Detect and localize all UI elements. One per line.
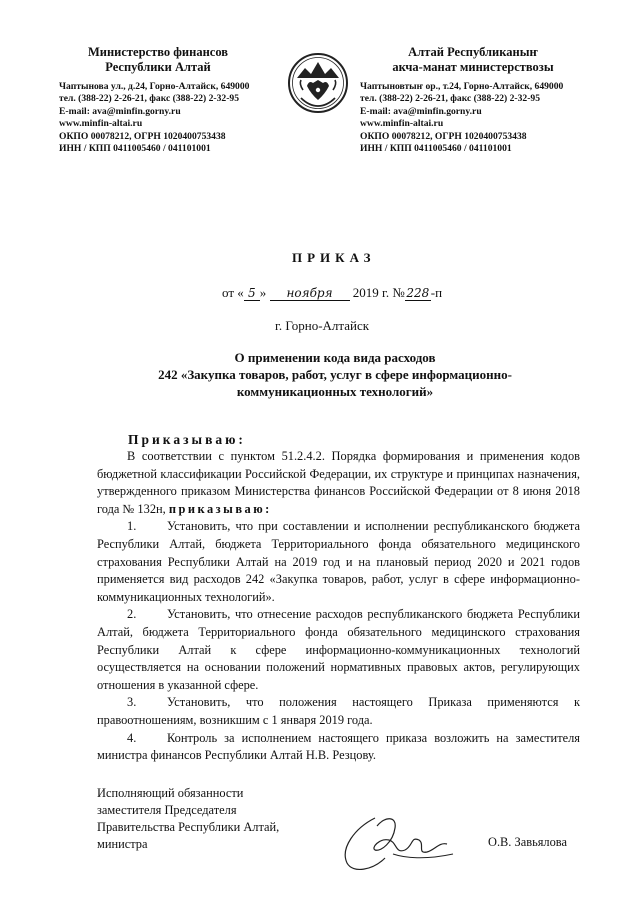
inn-ru: ИНН / КПП 0411005460 / 041101001 — [59, 143, 211, 155]
date-prefix: от « — [222, 285, 244, 300]
subject-line3: коммуникационных технологий» — [236, 384, 434, 399]
order-number-suffix: -п — [430, 285, 443, 300]
date-mid: » — [259, 285, 267, 300]
list-item — [97, 606, 580, 694]
item-text: Установить, что при составлении и исполнении республиканского бюджета Республики Алтай, бюджета Территориального фонда обязательного медицинского страхования Республики Алтай на 2019 год и на плановый период 2020 и 2021 годов применяется вид расходов 242 «Закупка товаров, работ, услуг в сфере информационно-коммуникационных технологий». — [97, 519, 580, 604]
contact-block-alt — [360, 81, 630, 155]
website-ru: www.minfin-altai.ru — [59, 118, 143, 130]
order-year: 2019 г. № — [352, 285, 405, 300]
lead-heading: Приказываю: — [128, 432, 246, 447]
email-ru: E-mail: ava@minfin.gorny.ru — [59, 105, 181, 117]
ministry-name-ru-line2: Республики Алтай — [105, 60, 211, 74]
order-month: ноября — [270, 286, 350, 301]
signature-icon — [335, 808, 465, 878]
website-alt: www.minfin-altai.ru — [360, 118, 444, 130]
signatory-position — [97, 785, 279, 853]
ministry-name-alt-line2: акча-манат министерствозы — [392, 60, 554, 74]
intro-emph: приказываю: — [168, 501, 272, 516]
subject-line2: 242 «Закупка товаров, работ, услуг в сфере информационно- — [158, 367, 512, 382]
signatory-line2: заместителя Председателя — [97, 803, 237, 817]
signatory-name: О.В. Завьялова — [488, 835, 567, 849]
intro-text: В соответствии с пунктом 51.2.4.2. Порядка формирования и применения кодов бюджетной классификации Российской Федерации, их структуре и принципах назначения, утвержденного приказом Министерства финансов Российской Федерации от 8 июня 2018 года № 132н, — [97, 449, 580, 516]
list-item — [97, 730, 580, 765]
contact-block-ru — [59, 81, 298, 155]
handwritten-signature — [335, 808, 465, 883]
signatory-line1: Исполняющий обязанности — [97, 786, 244, 800]
intro-paragraph — [97, 448, 580, 518]
order-day: 5 — [244, 286, 260, 301]
order-number: 228 — [406, 286, 430, 300]
address-ru: Чаптынова ул., д.24, Горно-Алтайск, 649000 — [59, 81, 250, 92]
ministry-name-ru-line1: Министерство финансов — [87, 45, 229, 59]
phone-alt: тел. (388-22) 2-26-21, факс (388-22) 2-32-95 — [360, 93, 541, 105]
item-text: Контроль за исполнением настоящего приказа возложить на заместителя министра финансов Республики Алтай Н.В. Резцову. — [97, 730, 580, 763]
header-left — [58, 45, 298, 155]
address-alt: Чаптыновтыҥ ор., т.24, Горно-Алтайск, 649000 — [360, 81, 564, 92]
order-date-line — [222, 285, 442, 301]
item-number: 2. — [127, 607, 137, 622]
item-text: Установить, что положения настоящего Приказа применяются к правоотношениям, возникшим с 1 января 2019 года. — [97, 695, 580, 727]
subject-line1: О применении кода вида расходов — [234, 350, 436, 365]
list-item — [97, 518, 580, 606]
okpo-alt: ОКПО 00078212, ОГРН 1020400753438 — [360, 130, 527, 142]
header-right — [360, 45, 630, 155]
okpo-ru: ОКПО 00078212, ОГРН 1020400753438 — [59, 130, 226, 142]
email-alt: E-mail: ava@minfin.gorny.ru — [360, 105, 482, 117]
item-number: 3. — [127, 695, 137, 710]
item-text: Установить, что отнесение расходов республиканского бюджета Республики Алтай, бюджета Территориального фонда обязательного медицинского страхования Республики Алтай к сфере информационно-коммуникационных технологий осуществляется на основании положений нормативных правовых актов, регулирующих отношения в указанной сфере. — [97, 607, 580, 692]
inn-alt: ИНН / КПП 0411005460 / 041101001 — [360, 143, 512, 155]
item-number: 1. — [127, 519, 137, 534]
ministry-name-alt-line1: Алтай Республиканыҥ — [408, 45, 538, 59]
signatory-line3: Правительства Республики Алтай, — [97, 820, 280, 834]
order-title: ПРИКАЗ — [292, 250, 376, 265]
coat-of-arms-emblem — [287, 50, 349, 116]
emblem-icon — [287, 50, 349, 116]
list-item — [97, 694, 580, 729]
order-body — [97, 448, 580, 765]
order-subject — [110, 349, 560, 400]
item-number: 4. — [127, 730, 137, 745]
city: г. Горно-Алтайск — [275, 318, 370, 333]
phone-ru: тел. (388-22) 2-26-21, факс (388-22) 2-32-95 — [59, 93, 240, 105]
signatory-line4: министра — [97, 837, 148, 851]
